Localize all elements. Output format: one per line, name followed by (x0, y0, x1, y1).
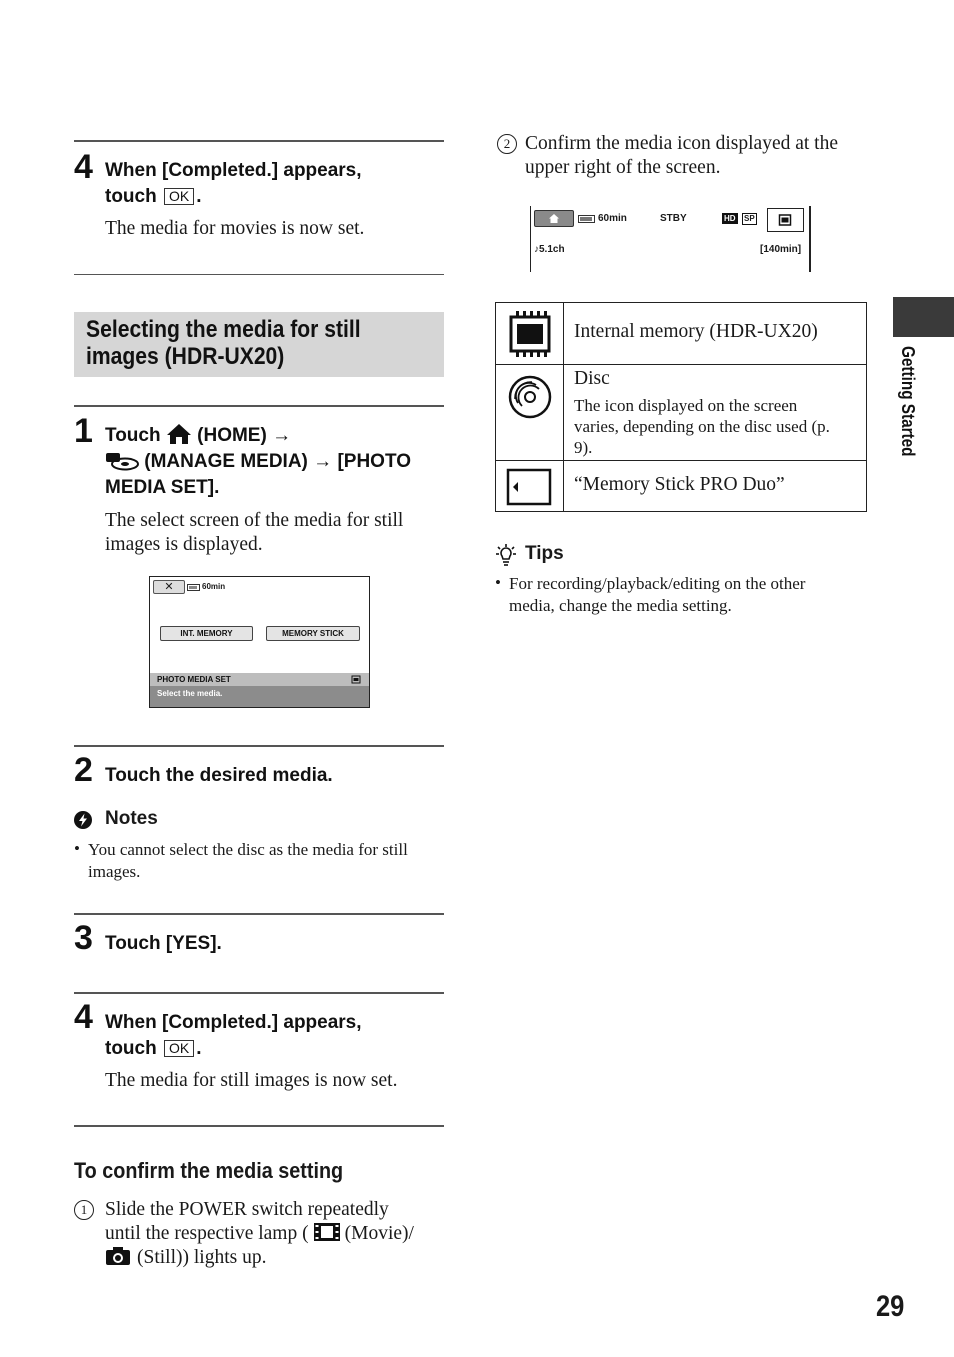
instruction-text: Select the media. (157, 689, 223, 698)
media-set-label: MEDIA SET]. (105, 477, 220, 498)
media-description: The icon displayed on the screen varies, depending on the disc used (p. 9). (574, 396, 830, 457)
photo-label: [PHOTO (337, 451, 411, 472)
step-number: 1 (74, 412, 93, 450)
remaining-time: 60min (598, 213, 627, 224)
right-border (809, 206, 811, 272)
disc-icon (506, 373, 554, 421)
notes-label: Notes (105, 808, 158, 829)
icon-cell (496, 303, 564, 364)
home-label: (HOME) (197, 425, 267, 446)
home-icon (549, 214, 559, 223)
step-body: The select screen of the media for still images is displayed. (105, 510, 404, 555)
divider (74, 405, 444, 407)
screen-title: PHOTO MEDIA SET (157, 675, 231, 684)
arrow: → (272, 425, 292, 446)
divider (74, 992, 444, 994)
home-icon (166, 423, 192, 445)
section-header (74, 312, 444, 377)
icon-cell (496, 461, 564, 512)
status-text: STBY (660, 213, 687, 224)
manage-label: (MANAGE MEDIA) (144, 451, 308, 472)
subsection-title: To confirm the media setting (74, 1158, 344, 1183)
divider (74, 913, 444, 915)
battery-icon (578, 215, 596, 223)
step-heading-touch: touch (105, 186, 157, 207)
divider (74, 140, 444, 142)
step-number: 4 (74, 998, 93, 1036)
bullet: • (495, 573, 501, 592)
hd-badge: HD (724, 214, 736, 223)
arrow: → (313, 451, 333, 472)
close-icon: ✕ (164, 581, 174, 593)
step-heading-touch: touch (105, 1038, 157, 1059)
chapter-tab (893, 297, 954, 337)
table-row (496, 364, 866, 461)
int-memory-button[interactable]: INT. MEMORY (160, 626, 253, 641)
confirm-item (105, 1198, 445, 1270)
media-name: Disc (574, 368, 610, 389)
step-body: The media for still images is now set. (105, 1070, 398, 1091)
confirm-text: (Movie)/ (344, 1223, 414, 1244)
step-heading: Touch the desired media. (105, 765, 333, 786)
step-heading: Touch [YES]. (105, 933, 222, 954)
divider (74, 1125, 444, 1127)
bullet: • (74, 839, 80, 858)
media-name: “Memory Stick PRO Duo” (574, 474, 785, 495)
divider (74, 745, 444, 747)
internal-memory-icon (506, 310, 554, 358)
step-heading-touch: Touch (105, 425, 161, 446)
home-button[interactable] (534, 210, 574, 227)
camera-icon (105, 1246, 131, 1266)
close-button[interactable] (153, 580, 185, 594)
divider (74, 274, 444, 275)
instruction-bar (150, 686, 369, 707)
table-row (496, 460, 866, 512)
confirm-text: Slide the POWER switch repeatedly (105, 1199, 389, 1220)
circled-number-text: 2 (503, 136, 511, 151)
status-bar (150, 673, 369, 707)
tips-label: Tips (525, 543, 564, 564)
page-number: 29 (876, 1290, 905, 1323)
step-body: The media for movies is now set. (105, 218, 365, 239)
step-heading (105, 423, 450, 501)
circled-number-text: 1 (80, 1202, 88, 1217)
step-heading (105, 158, 445, 210)
notes-icon (73, 810, 93, 830)
battery-icon (187, 584, 201, 591)
recording-time: [140min] (760, 244, 802, 255)
step-number: 3 (74, 919, 93, 957)
section-title: Selecting the media for still images (HDR-UX20) (86, 316, 361, 370)
tips-item: For recording/playback/editing on the other media, change the media setting. (509, 574, 806, 615)
confirm-item: Confirm the media icon displayed at the upper right of the screen. (525, 133, 838, 178)
step-heading-text: When [Completed.] appears, (105, 1012, 362, 1033)
icon-cell (496, 365, 564, 461)
movie-icon (313, 1222, 341, 1242)
ok-button[interactable]: OK (164, 188, 194, 205)
media-indicator (767, 208, 804, 232)
step-number: 2 (74, 751, 93, 789)
memory-stick-button[interactable]: MEMORY STICK (266, 626, 360, 641)
quality-badge: SP (744, 214, 755, 223)
confirm-text: until the respective lamp ( (105, 1223, 309, 1244)
remaining-time: 60min (202, 582, 226, 591)
audio-mode: ♪5.1ch (534, 244, 565, 255)
internal-memory-icon (351, 675, 361, 684)
period: . (196, 186, 202, 207)
period: . (196, 1038, 202, 1059)
step-heading (105, 1010, 445, 1062)
photo-media-set-screen (149, 576, 370, 708)
left-border (530, 206, 531, 272)
chapter-label: Getting Started (898, 346, 918, 457)
notes-item: You cannot select the disc as the media for still images. (88, 840, 408, 881)
step-number: 4 (74, 148, 93, 186)
ok-button[interactable]: OK (164, 1040, 194, 1057)
internal-memory-icon (778, 213, 792, 227)
step-heading-text: When [Completed.] appears, (105, 160, 362, 181)
media-icon-table (495, 302, 867, 512)
recording-screen (530, 206, 811, 272)
tips-icon (495, 543, 517, 567)
circled-number (74, 1200, 94, 1220)
manage-media-icon (105, 451, 139, 471)
memory-stick-icon (504, 467, 554, 507)
circled-number (497, 134, 517, 154)
media-name: Internal memory (HDR-UX20) (574, 321, 818, 342)
confirm-text: (Still)) lights up. (137, 1247, 267, 1268)
table-row (496, 303, 866, 364)
